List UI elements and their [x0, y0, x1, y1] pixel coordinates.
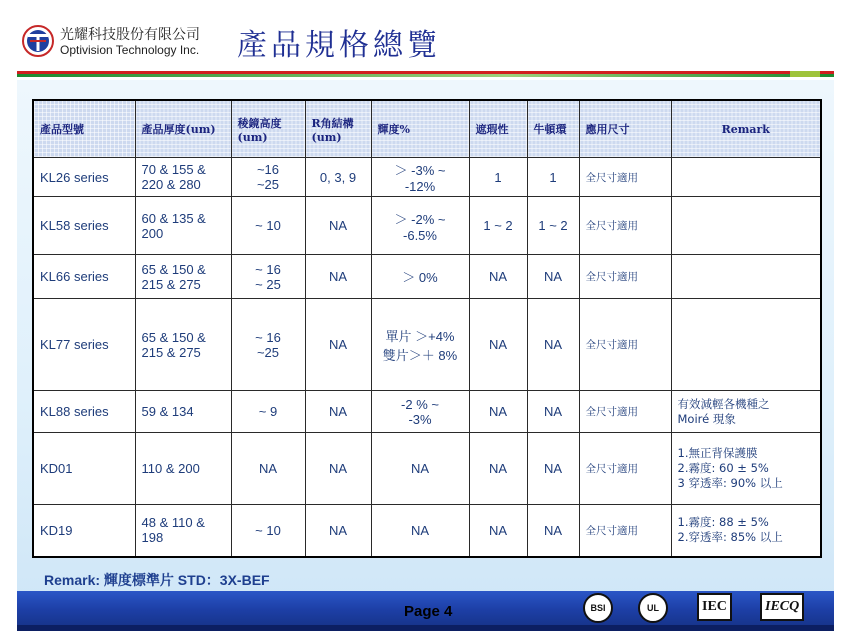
r-line: NA: [328, 404, 348, 419]
cell-model: KL58 series: [33, 197, 135, 255]
cell-model: KL77 series: [33, 299, 135, 391]
r-line: NA: [328, 337, 348, 352]
remark-line: 1.無正背保護膜: [677, 446, 758, 460]
column-header-application-size: 應用尺寸: [579, 100, 671, 158]
cell-r-structure: [305, 299, 371, 391]
bsi-certification-icon: [583, 593, 613, 623]
brightness-line: ＞ -3% ~: [394, 163, 446, 178]
cell-hiding: NA: [469, 255, 527, 299]
cell-remark: [671, 197, 821, 255]
cell-brightness: [371, 197, 469, 255]
thickness-line: 59 & 134: [141, 404, 194, 419]
cell-application-size: 全尺寸適用: [579, 391, 671, 433]
cell-hiding: NA: [469, 433, 527, 505]
column-header-r-structure: R角結構(um): [305, 100, 371, 158]
table-row: [33, 391, 821, 433]
column-header-remark: Remark: [671, 100, 821, 158]
product-spec-table: [32, 99, 822, 558]
cell-brightness: [371, 158, 469, 197]
thickness-line: 48 & 110 &: [141, 515, 205, 531]
prism-line: ~ 10: [255, 522, 281, 538]
cell-remark: [671, 299, 821, 391]
page-number: Page 4: [404, 603, 453, 620]
ul-certification-icon: [638, 593, 668, 623]
brightness-line: -2 % ~: [401, 396, 439, 412]
footer-shadow: [17, 625, 834, 631]
cell-thickness: [135, 299, 231, 391]
cell-prism-height: [231, 255, 305, 299]
cell-thickness: [135, 505, 231, 557]
thickness-line: 200: [141, 225, 164, 241]
iecq-logo-text: IECQ: [760, 593, 804, 621]
cell-application-size: 全尺寸適用: [579, 197, 671, 255]
prism-line: ~ 9: [258, 404, 278, 419]
cell-r-structure: [305, 158, 371, 197]
cell-remark: [671, 158, 821, 197]
thickness-line: 220 & 280: [141, 177, 201, 192]
cell-prism-height: [231, 299, 305, 391]
r-line: NA: [328, 218, 348, 233]
cell-hiding: 1: [469, 158, 527, 197]
iec-certification-icon: [697, 593, 732, 623]
r-line: NA: [328, 269, 348, 284]
cell-brightness: [371, 433, 469, 505]
cell-application-size: 全尺寸適用: [579, 505, 671, 557]
thickness-line: 65 & 150 &: [141, 261, 206, 277]
remark-line: 2.霧度: 60 ± 5%: [677, 461, 769, 475]
prism-line: NA: [258, 461, 278, 476]
thickness-line: 215 & 275: [141, 344, 201, 360]
column-header-hiding: 遮瑕性: [469, 100, 527, 158]
prism-line: ~ 16: [255, 261, 281, 277]
cell-prism-height: [231, 433, 305, 505]
cell-newton-ring: NA: [527, 505, 579, 557]
table-row: [33, 299, 821, 391]
cell-r-structure: [305, 255, 371, 299]
brightness-line: 單片 ＞+4%: [385, 328, 455, 344]
cell-hiding: NA: [469, 299, 527, 391]
brightness-line: ＞ 0%: [402, 270, 438, 285]
remark-line: 2.穿透率: 85% 以上: [677, 530, 783, 545]
prism-line: ~16: [256, 162, 280, 177]
table-row: [33, 197, 821, 255]
cell-r-structure: [305, 505, 371, 557]
column-header-brightness: 輝度%: [371, 100, 469, 158]
prism-line: ~25: [256, 344, 280, 360]
thickness-line: 65 & 150 &: [141, 329, 206, 345]
remark-line: 有效減輕各機種之: [677, 396, 770, 411]
cell-remark: [671, 255, 821, 299]
cell-r-structure: [305, 433, 371, 505]
cell-prism-height: [231, 158, 305, 197]
column-header-thickness: 產品厚度(um): [135, 100, 231, 158]
cell-remark: [671, 391, 821, 433]
cell-hiding: NA: [469, 505, 527, 557]
cell-brightness: [371, 299, 469, 391]
brightness-line: 雙片＞＋ 8%: [382, 347, 458, 363]
table-row: [33, 158, 821, 197]
r-line: NA: [328, 522, 348, 538]
prism-line: ~ 25: [255, 276, 281, 292]
cell-newton-ring: NA: [527, 255, 579, 299]
thickness-line: 198: [141, 530, 164, 546]
cell-newton-ring: 1: [527, 158, 579, 197]
header-divider-green: [17, 74, 834, 77]
brightness-line: ＞ -2% ~: [394, 211, 446, 227]
cell-thickness: [135, 391, 231, 433]
cell-remark: [671, 433, 821, 505]
cell-model: KL88 series: [33, 391, 135, 433]
thickness-line: 215 & 275: [141, 276, 201, 292]
brightness-line: NA: [410, 461, 430, 476]
iecq-certification-icon: [760, 593, 804, 623]
cell-application-size: 全尺寸適用: [579, 158, 671, 197]
column-header-newton-ring: 牛頓環: [527, 100, 579, 158]
remark-line: Moiré 現象: [677, 411, 736, 426]
ul-logo-text: UL: [638, 593, 668, 623]
cell-brightness: [371, 505, 469, 557]
footnote-remark: Remark: 輝度標準片 STD：3X-BEF: [44, 572, 270, 588]
cell-thickness: [135, 158, 231, 197]
thickness-line: 110 & 200: [141, 461, 200, 476]
cell-hiding: NA: [469, 391, 527, 433]
brightness-line: -6.5%: [403, 227, 437, 243]
prism-line: ~ 10: [255, 218, 281, 233]
table-row: [33, 505, 821, 557]
page-title: 產品規格總覽: [237, 28, 441, 63]
thickness-line: 70 & 155 &: [141, 162, 206, 177]
thickness-line: 60 & 135 &: [141, 210, 206, 226]
cell-brightness: [371, 391, 469, 433]
brightness-line: -12%: [404, 179, 436, 194]
cell-brightness: [371, 255, 469, 299]
table-header-row: [33, 100, 821, 158]
cell-newton-ring: NA: [527, 391, 579, 433]
cell-newton-ring: NA: [527, 433, 579, 505]
remark-line: 1.霧度: 88 ± 5%: [677, 515, 769, 530]
cell-model: KL26 series: [33, 158, 135, 197]
r-line: NA: [328, 461, 348, 476]
cell-application-size: 全尺寸適用: [579, 433, 671, 505]
cell-newton-ring: 1 ~ 2: [527, 197, 579, 255]
company-name-chinese: 光耀科技股份有限公司: [60, 27, 200, 43]
r-line: 0, 3, 9: [319, 169, 357, 185]
header-accent: [790, 71, 820, 77]
table-row: [33, 433, 821, 505]
cell-application-size: 全尺寸適用: [579, 299, 671, 391]
column-header-model: 產品型號: [33, 100, 135, 158]
company-logo-icon: [22, 25, 54, 57]
cell-thickness: [135, 197, 231, 255]
prism-line: ~ 16: [255, 329, 281, 345]
prism-line: ~25: [256, 177, 280, 192]
cell-thickness: [135, 433, 231, 505]
table-row: [33, 255, 821, 299]
cell-newton-ring: NA: [527, 299, 579, 391]
remark-line: 3 穿透率: 90% 以上: [677, 476, 783, 490]
cell-r-structure: [305, 391, 371, 433]
cell-prism-height: [231, 391, 305, 433]
cell-application-size: 全尺寸適用: [579, 255, 671, 299]
cell-model: KL66 series: [33, 255, 135, 299]
brightness-line: NA: [410, 522, 430, 538]
cell-remark: [671, 505, 821, 557]
iec-logo-text: IEC: [697, 593, 732, 621]
cell-hiding: 1 ~ 2: [469, 197, 527, 255]
cell-thickness: [135, 255, 231, 299]
brightness-line: -3%: [408, 411, 432, 427]
cell-model: KD19: [33, 505, 135, 557]
cell-prism-height: [231, 505, 305, 557]
cell-prism-height: [231, 197, 305, 255]
cell-r-structure: [305, 197, 371, 255]
company-name-english: Optivision Technology Inc.: [60, 43, 200, 57]
cell-model: KD01: [33, 433, 135, 505]
column-header-prism-height: 稜鏡高度(um): [231, 100, 305, 158]
bsi-logo-text: BSI: [583, 593, 613, 623]
